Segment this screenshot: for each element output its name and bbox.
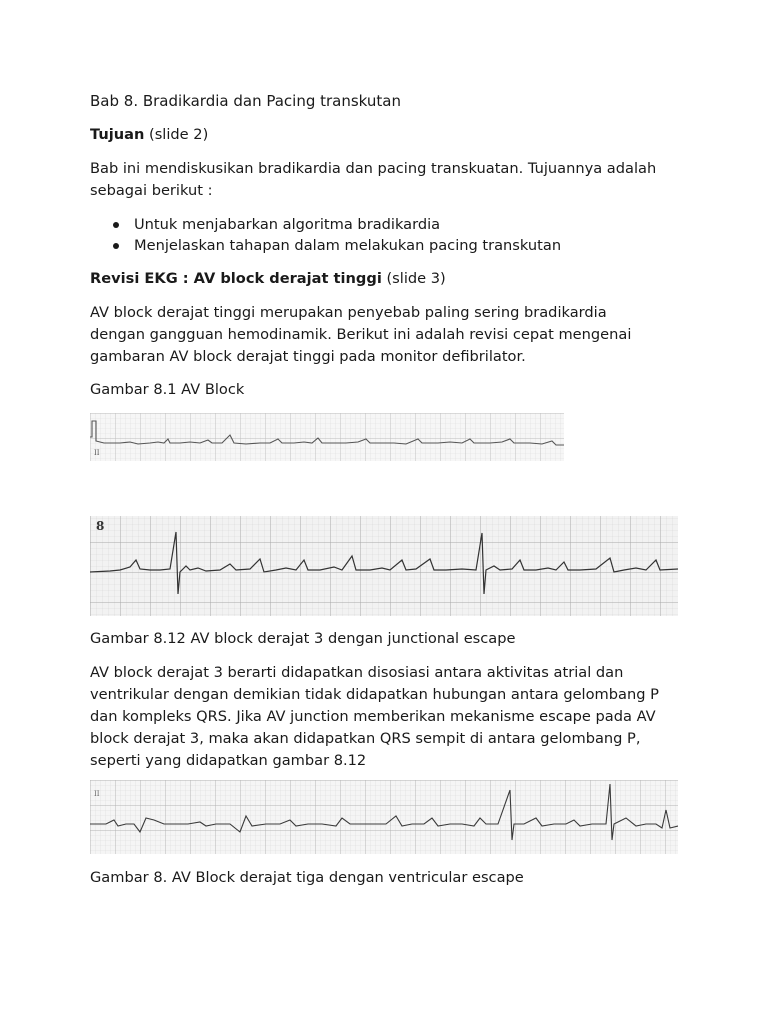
list-item-text: Menjelaskan tahapan dalam melakukan pacing transkutan <box>134 237 562 254</box>
ecg-strip-av-block <box>90 413 564 461</box>
paragraph-line: AV block derajat 3 berarti didapatkan disosiasi antara aktivitas atrial dan <box>90 664 624 681</box>
revisi-heading-line <box>90 268 446 290</box>
list-item <box>90 214 690 235</box>
bullet-icon <box>113 222 119 228</box>
paragraph-line: dengan gangguan hemodinamik. Berikut ini adalah revisi cepat mengenai <box>90 326 632 343</box>
intro-paragraph <box>90 158 656 202</box>
lead-label: II <box>94 790 100 798</box>
paragraph-line: AV block derajat tinggi merupakan penyebab paling sering bradikardia <box>90 304 607 321</box>
caption-figure-8-12: Gambar 8.12 AV block derajat 3 dengan junctional escape <box>90 630 516 647</box>
ecg-strip-3-svg <box>90 780 678 854</box>
paragraph-line: gambaran AV block derajat tinggi pada monitor defibrilator. <box>90 348 526 365</box>
intro-line: sebagai berikut : <box>90 182 213 199</box>
ecg-strip-junctional-escape <box>90 512 678 616</box>
ecg-strip-2-svg <box>90 512 678 616</box>
tujuan-slide-ref: (slide 2) <box>144 126 209 143</box>
ecg-strip-1-svg <box>90 413 564 461</box>
caption-figure-8-1: Gambar 8.1 AV Block <box>90 381 245 398</box>
revisi-slide-ref: (slide 3) <box>381 270 446 287</box>
paragraph-line: ventrikular dengan demikian tidak didapatkan hubungan antara gelombang P <box>90 686 659 703</box>
tujuan-heading: Tujuan <box>90 126 145 143</box>
objectives-list <box>90 214 690 256</box>
bullet-icon <box>113 243 119 249</box>
caption-figure-8: Gambar 8. AV Block derajat tiga dengan ventricular escape <box>90 869 524 886</box>
lead-label: II <box>94 449 100 457</box>
lead-label: 8 <box>96 519 105 533</box>
av-block-paragraph <box>90 662 659 772</box>
list-item-text: Untuk menjabarkan algoritma bradikardia <box>134 216 441 233</box>
revisi-heading: Revisi EKG : AV block derajat tinggi <box>90 270 382 287</box>
ecg-strip-ventricular-escape <box>90 780 678 854</box>
list-item <box>90 235 690 256</box>
tujuan-heading-line <box>90 124 208 146</box>
page-title: Bab 8. Bradikardia dan Pacing transkutan <box>90 92 401 110</box>
intro-line: Bab ini mendiskusikan bradikardia dan pacing transkuatan. Tujuannya adalah <box>90 160 657 177</box>
paragraph-line: block derajat 3, maka akan didapatkan QRS sempit di antara gelombang P, <box>90 730 641 747</box>
revisi-paragraph <box>90 302 631 368</box>
paragraph-line: dan kompleks QRS. Jika AV junction memberikan mekanisme escape pada AV <box>90 708 656 725</box>
paragraph-line: seperti yang didapatkan gambar 8.12 <box>90 752 367 769</box>
